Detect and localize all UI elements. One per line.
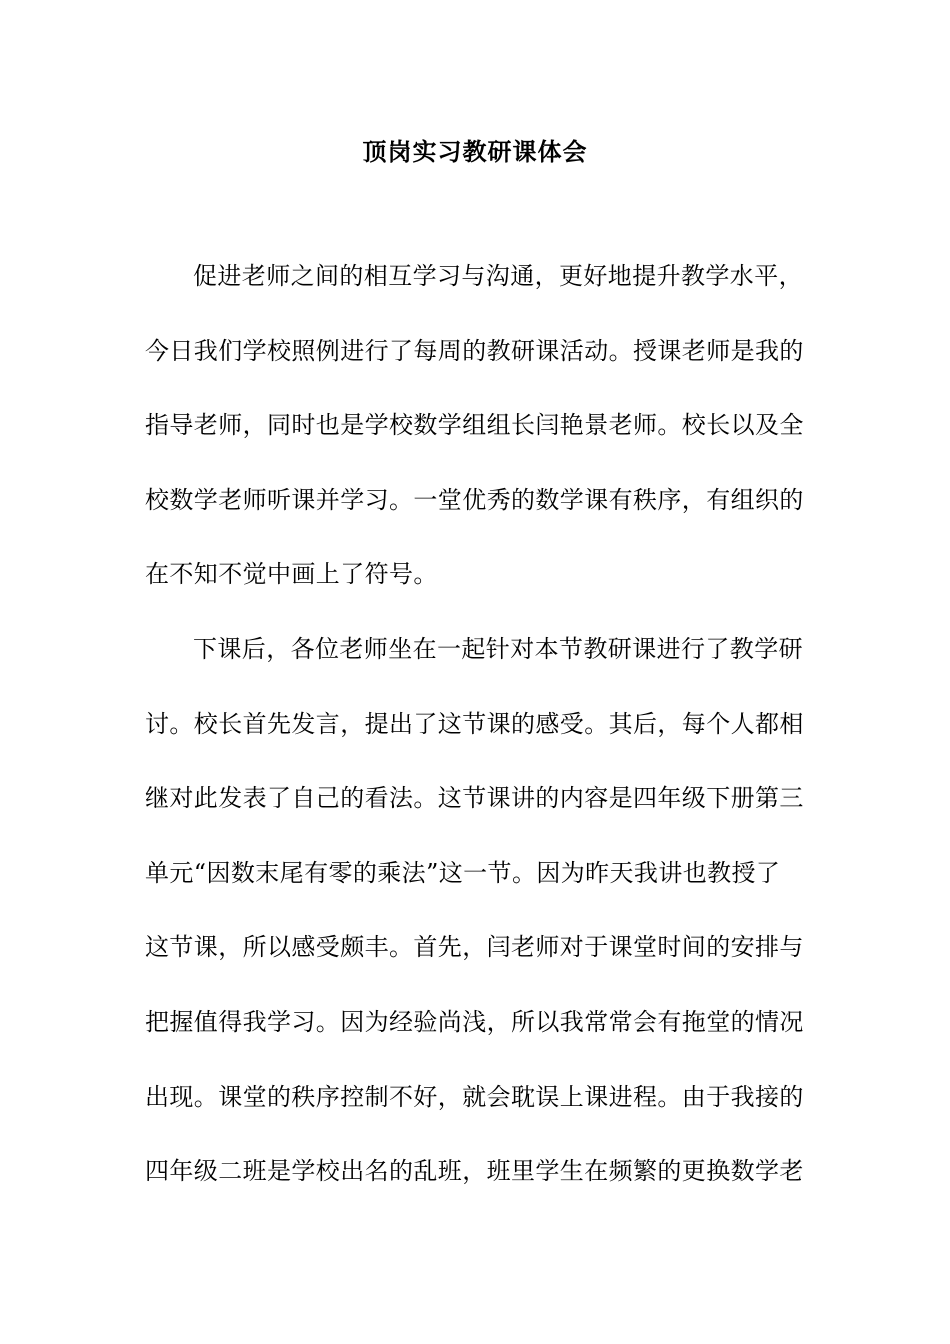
document-body — [145, 258, 805, 1228]
body-line: 这节课，所以感受颇丰。首先，闫老师对于课堂时间的安排与 — [145, 933, 804, 962]
body-line: 单元“因数末尾有零的乘法”这一节。因为昨天我讲也教授了 — [145, 858, 781, 887]
body-line: 四年级二班是学校出名的乱班，班里学生在频繁的更换数学老 — [145, 1157, 804, 1186]
body-line: 促进老师之间的相互学习与沟通，更好地提升教学水平， — [193, 262, 803, 290]
body-line: 继对此发表了自己的看法。这节课讲的内容是四年级下册第三 — [145, 784, 804, 813]
body-line: 在不知不觉中画上了符号。 — [145, 560, 438, 589]
body-line: 下课后，各位老师坐在一起针对本节教研课进行了教学研 — [193, 634, 803, 663]
body-line: 校数学老师听课并学习。一堂优秀的数学课有秩序，有组织的 — [145, 485, 804, 514]
body-line: 指导老师，同时也是学校数学组组长闫艳景老师。校长以及全 — [145, 411, 804, 440]
body-line: 讨。校长首先发言，提出了这节课的感受。其后，每个人都相 — [145, 709, 804, 738]
body-line: 出现。课堂的秩序控制不好，就会耽误上课进程。由于我接的 — [145, 1082, 804, 1111]
body-line: 把握值得我学习。因为经验尚浅，所以我常常会有拖堂的情况 — [145, 1007, 804, 1036]
body-line: 今日我们学校照例进行了每周的教研课活动。授课老师是我的 — [145, 336, 804, 365]
document-title: 顶岗实习教研课体会 — [362, 137, 588, 166]
